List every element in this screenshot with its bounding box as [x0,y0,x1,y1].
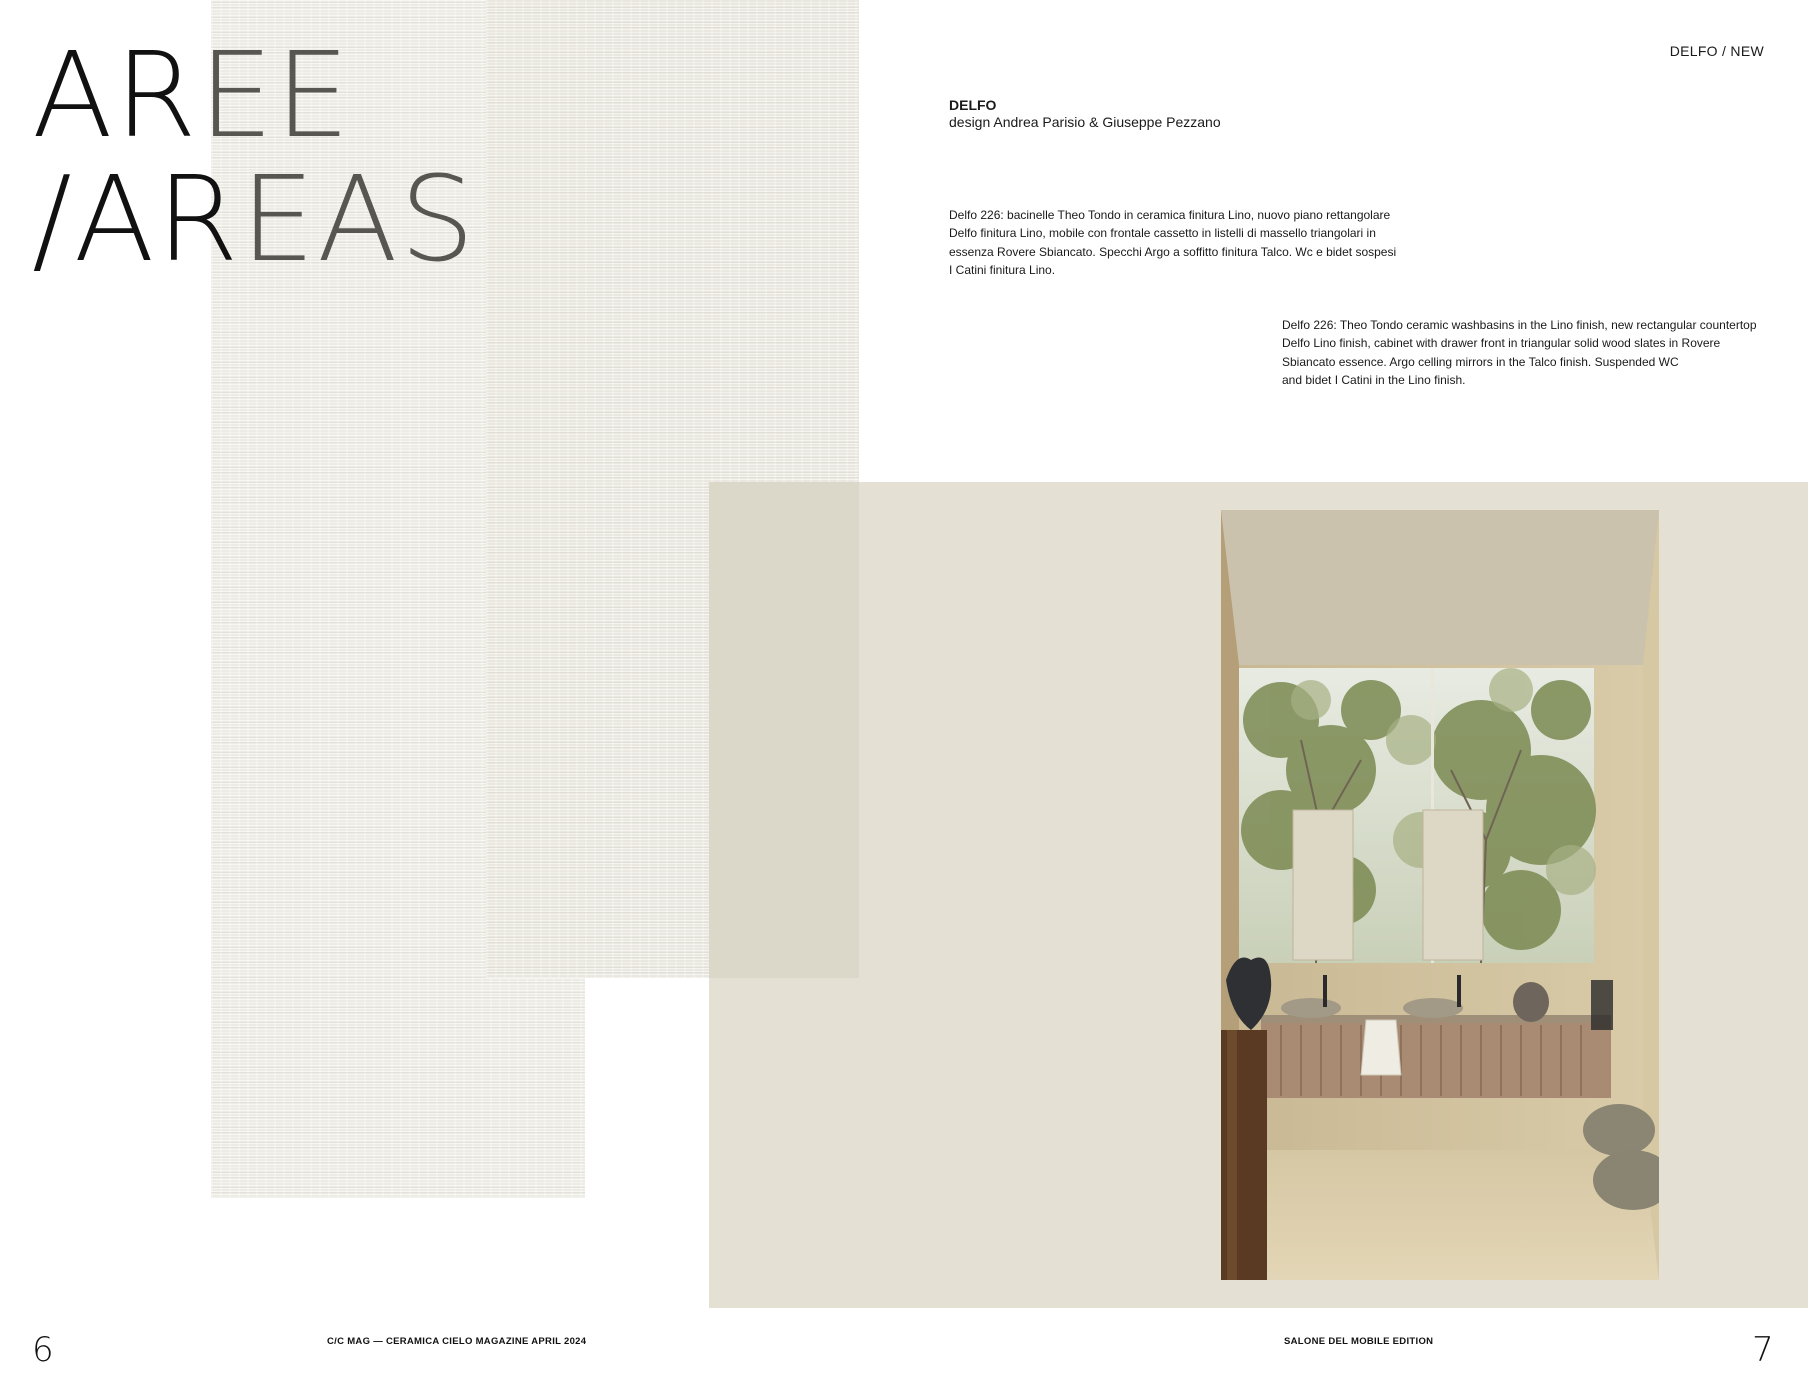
headline-line-2-light: EAS [240,150,477,288]
description-italian-line: essenza Rovere Sbiancato. Specchi Argo a soffitto finitura Talco. Wc e bidet sospesi [949,244,1397,259]
description-italian [949,206,1419,279]
description-english [1282,316,1762,389]
page-number-left: 6 [32,1330,54,1370]
product-designers: design Andrea Parisio & Giuseppe Pezzano [949,114,1221,130]
description-english-line: Delfo Lino finish, cabinet with drawer front in triangular solid wood slates in Rovere [1282,336,1721,351]
description-english-line: Sbiancato essence. Argo celling mirrors in the Talco finish. Suspended WC [1282,354,1679,369]
description-english-line: and bidet I Catini in the Lino finish. [1282,372,1466,387]
product-name: DELFO [949,97,997,113]
footer-magazine-title: C/C MAG — CERAMICA CIELO MAGAZINE APRIL 2024 [327,1336,587,1347]
description-english-line: Delfo 226: Theo Tondo ceramic washbasins in the Lino finish, new rectangular countertop [1282,318,1757,332]
texture-overlap-area [709,482,859,978]
bathroom-photo [1221,510,1659,1280]
description-italian-line: I Catini finitura Lino. [949,262,1056,277]
headline-line-1-dark: AR [32,26,199,164]
headline-line-1-light: EE [198,26,352,164]
section-tag: DELFO / NEW [1669,43,1764,59]
headline-line-1 [32,26,352,164]
footer-edition: SALONE DEL MOBILE EDITION [1284,1336,1434,1347]
description-italian-line: Delfo 226: bacinelle Theo Tondo in ceramica finitura Lino, nuovo piano rettangolare [949,208,1391,222]
headline-line-2-dark: /AR [32,150,241,288]
headline-line-2 [32,150,477,288]
description-italian-line: Delfo finitura Lino, mobile con frontale cassetto in listelli di massello triangolari in [949,226,1376,241]
page-number-right: 7 [1752,1330,1774,1370]
